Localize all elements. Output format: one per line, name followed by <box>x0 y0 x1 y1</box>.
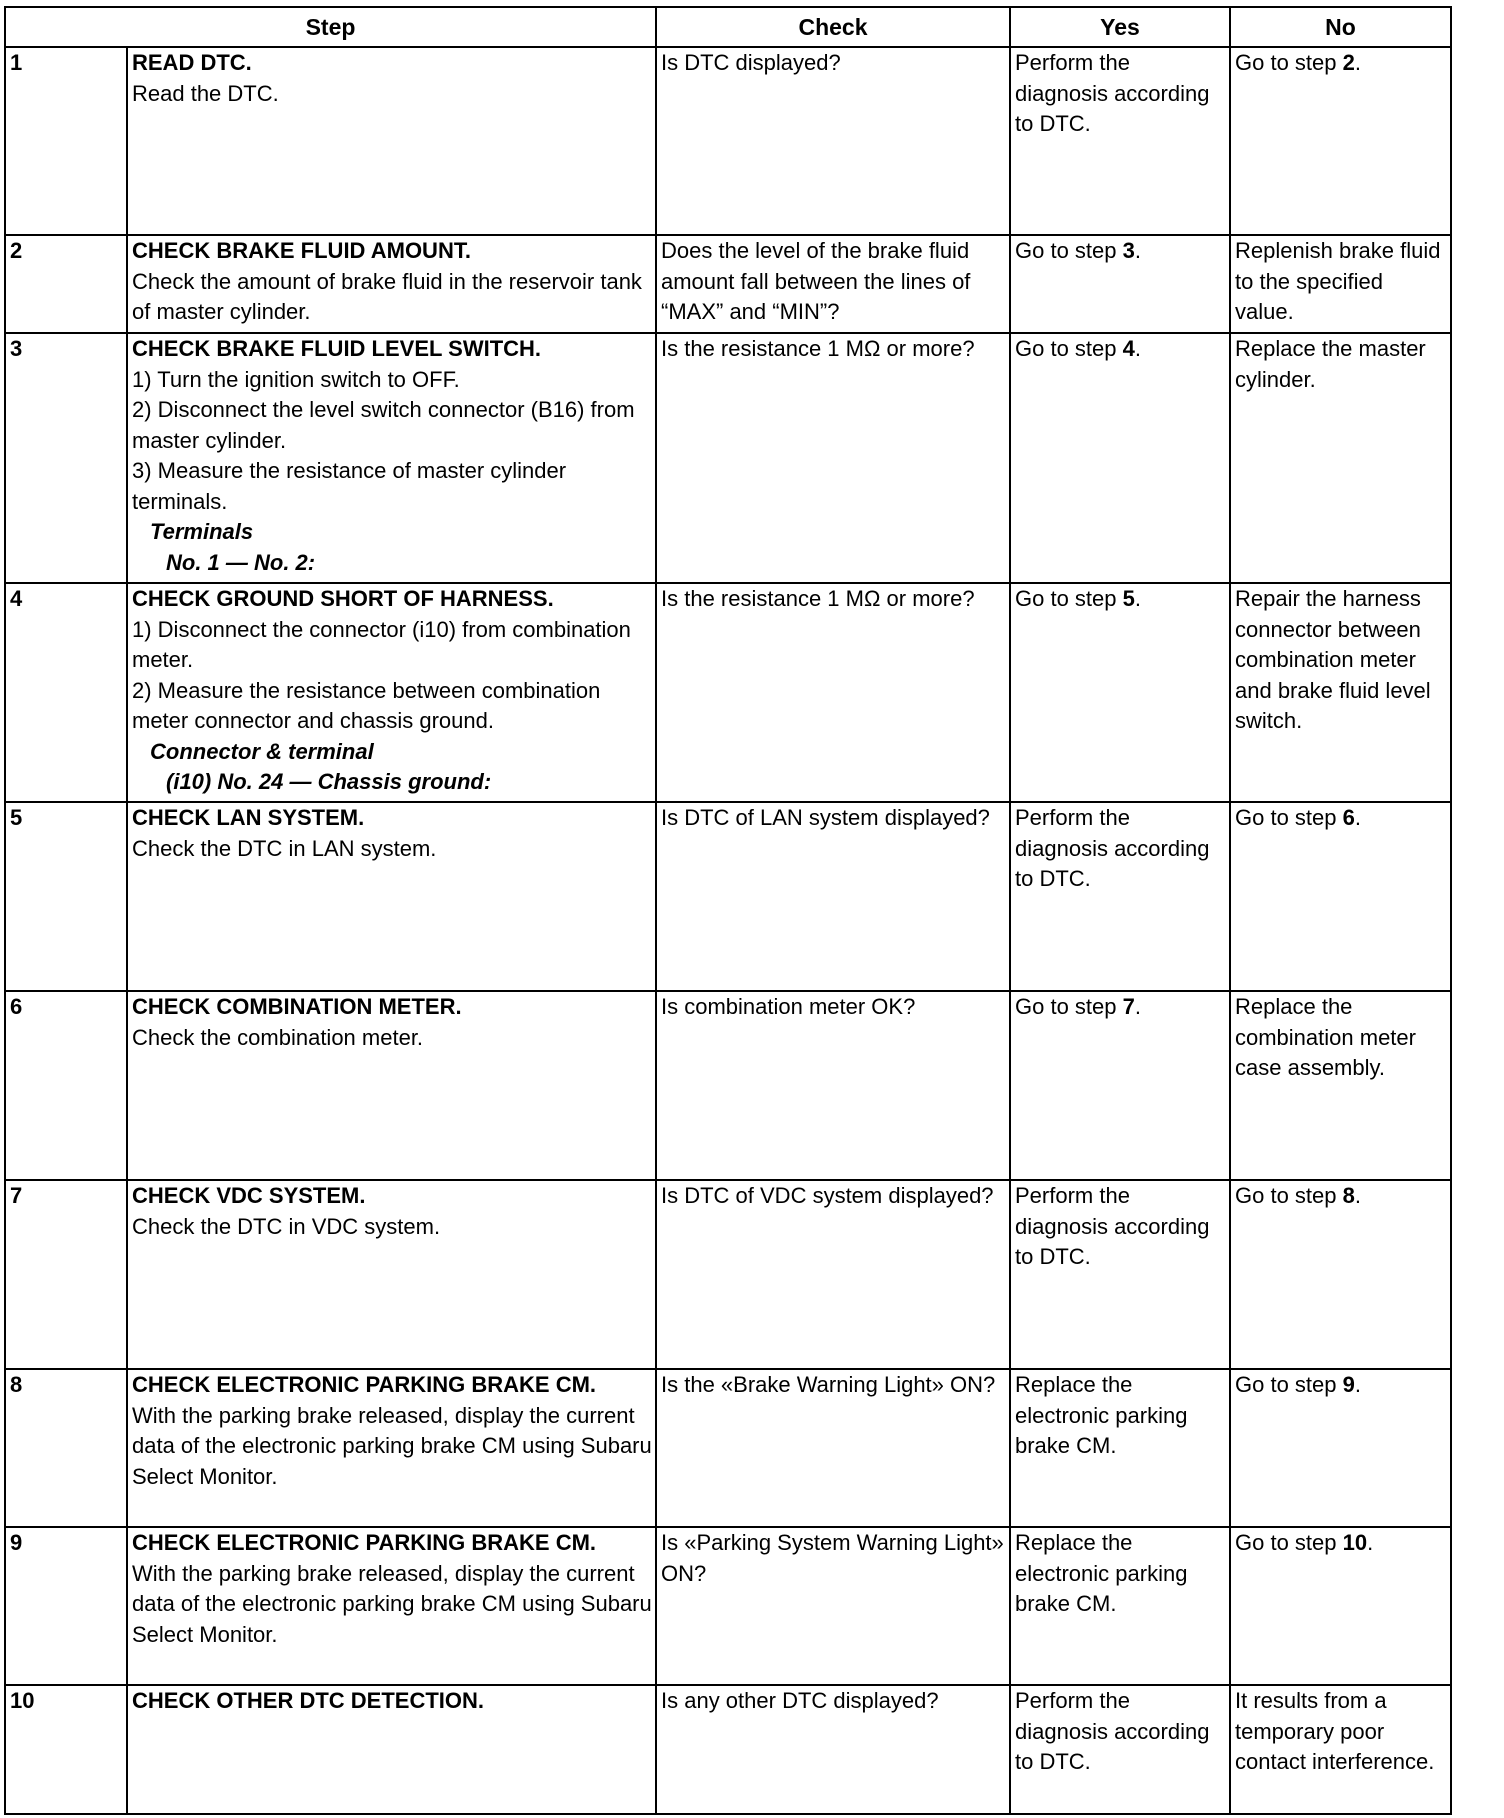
no-cell: Replenish brake fluid to the specified value. <box>1230 235 1451 333</box>
yes-cell <box>1010 583 1230 802</box>
step-number: 1 <box>5 47 127 235</box>
step-description <box>127 333 656 583</box>
table-row <box>5 1527 1451 1685</box>
no-cell <box>1230 802 1451 991</box>
no-text: Go to step <box>1235 1183 1343 1208</box>
header-check: Check <box>656 7 1010 47</box>
table-row <box>5 1180 1451 1369</box>
step-title: CHECK COMBINATION METER. <box>132 994 462 1019</box>
yes-cell: Replace the electronic parking brake CM. <box>1010 1369 1230 1527</box>
yes-suffix: . <box>1134 238 1141 263</box>
step-description <box>127 1527 656 1685</box>
step-description <box>127 583 656 802</box>
step-number: 8 <box>5 1369 127 1527</box>
check-cell: Is DTC of LAN system displayed? <box>656 802 1010 991</box>
step-instruction: With the parking brake released, display the current data of the electronic parking brake CM using Subaru Select Monitor. <box>132 1560 652 1647</box>
yes-suffix: . <box>1134 994 1141 1019</box>
no-cell <box>1230 47 1451 235</box>
check-cell: Is DTC displayed? <box>656 47 1010 235</box>
no-text: Go to step <box>1235 1372 1343 1397</box>
step-instruction: Check the DTC in VDC system. <box>132 1213 441 1239</box>
check-cell: Is the resistance 1 MΩ or more? <box>656 333 1010 583</box>
no-cell: Replace the combination meter case assembly. <box>1230 991 1451 1180</box>
step-description <box>127 47 656 235</box>
check-cell: Does the level of the brake fluid amount fall between the lines of “MAX” and “MIN”? <box>656 235 1010 333</box>
yes-text: Go to step <box>1015 238 1123 263</box>
check-cell: Is combination meter OK? <box>656 991 1010 1180</box>
yes-cell <box>1010 333 1230 583</box>
check-cell: Is the «Brake Warning Light» ON? <box>656 1369 1010 1527</box>
diagnostic-table <box>4 6 1452 1815</box>
spec-label: Connector & terminal <box>150 738 374 764</box>
no-step-ref: 6 <box>1342 805 1355 830</box>
yes-suffix: . <box>1134 336 1141 361</box>
table-row <box>5 583 1451 802</box>
step-number: 10 <box>5 1685 127 1814</box>
step-instruction: 2) Disconnect the level switch connector (B16) from master cylinder. <box>132 397 635 453</box>
spec-label: Terminals <box>150 519 254 544</box>
step-instruction: With the parking brake released, display the current data of the electronic parking brake CM using Subaru Select Monitor. <box>132 1402 652 1489</box>
no-step-ref: 9 <box>1342 1372 1355 1397</box>
step-description <box>127 235 656 333</box>
step-title: CHECK VDC SYSTEM. <box>132 1183 366 1208</box>
no-cell: Replace the master cylinder. <box>1230 333 1451 583</box>
step-title: CHECK ELECTRONIC PARKING BRAKE CM. <box>132 1372 597 1397</box>
spec-value: No. 1 — No. 2: <box>166 549 316 575</box>
no-cell: It results from a temporary poor contact interference. <box>1230 1685 1451 1814</box>
header-no: No <box>1230 7 1451 47</box>
no-suffix: . <box>1354 1183 1361 1208</box>
table-row <box>5 1369 1451 1527</box>
yes-cell <box>1010 235 1230 333</box>
header-yes: Yes <box>1010 7 1230 47</box>
table-header-row <box>5 7 1451 47</box>
no-suffix: . <box>1354 1372 1361 1397</box>
step-instruction: Check the amount of brake fluid in the reservoir tank of master cylinder. <box>132 268 642 324</box>
no-cell <box>1230 1180 1451 1369</box>
step-number: 3 <box>5 333 127 583</box>
yes-cell: Perform the diagnosis according to DTC. <box>1010 47 1230 235</box>
no-step-ref: 8 <box>1342 1183 1355 1208</box>
table-row <box>5 802 1451 991</box>
no-suffix: . <box>1354 805 1361 830</box>
check-cell: Is «Parking System Warning Light» ON? <box>656 1527 1010 1685</box>
step-number: 7 <box>5 1180 127 1369</box>
step-description <box>127 1369 656 1527</box>
yes-text: Go to step <box>1015 336 1123 361</box>
no-cell <box>1230 1369 1451 1527</box>
no-suffix: . <box>1367 1530 1374 1555</box>
yes-step-ref: 5 <box>1122 586 1135 611</box>
step-title: CHECK ELECTRONIC PARKING BRAKE CM. <box>132 1530 597 1555</box>
step-title: CHECK GROUND SHORT OF HARNESS. <box>132 586 554 611</box>
check-cell: Is any other DTC displayed? <box>656 1685 1010 1814</box>
no-text: Go to step <box>1235 805 1343 830</box>
step-description <box>127 1685 656 1814</box>
step-instruction: Check the combination meter. <box>132 1024 424 1050</box>
yes-text: Go to step <box>1015 994 1123 1019</box>
step-description <box>127 1180 656 1369</box>
table-row <box>5 333 1451 583</box>
yes-cell: Replace the electronic parking brake CM. <box>1010 1527 1230 1685</box>
table-row <box>5 991 1451 1180</box>
no-step-ref: 10 <box>1342 1530 1368 1555</box>
step-number: 2 <box>5 235 127 333</box>
step-number: 6 <box>5 991 127 1180</box>
step-instruction: 2) Measure the resistance between combination meter connector and chassis ground. <box>132 677 601 733</box>
step-instruction: 1) Disconnect the connector (i10) from combination meter. <box>132 616 631 672</box>
step-instruction: 1) Turn the ignition switch to OFF. <box>132 366 460 392</box>
no-step-ref: 2 <box>1342 50 1355 75</box>
step-number: 5 <box>5 802 127 991</box>
step-instruction: Read the DTC. <box>132 80 279 106</box>
step-number: 9 <box>5 1527 127 1685</box>
step-title: CHECK BRAKE FLUID AMOUNT. <box>132 238 471 263</box>
table-row <box>5 47 1451 235</box>
yes-cell: Perform the diagnosis according to DTC. <box>1010 802 1230 991</box>
yes-cell: Perform the diagnosis according to DTC. <box>1010 1180 1230 1369</box>
step-instruction: 3) Measure the resistance of master cylinder terminals. <box>132 458 567 514</box>
yes-step-ref: 4 <box>1122 336 1135 361</box>
yes-suffix: . <box>1134 586 1141 611</box>
step-instruction: Check the DTC in LAN system. <box>132 835 437 861</box>
step-description <box>127 991 656 1180</box>
step-title: READ DTC. <box>132 50 252 75</box>
no-cell <box>1230 1527 1451 1685</box>
yes-step-ref: 3 <box>1122 238 1135 263</box>
step-title: CHECK BRAKE FLUID LEVEL SWITCH. <box>132 336 542 361</box>
step-number: 4 <box>5 583 127 802</box>
spec-value: (i10) No. 24 — Chassis ground: <box>166 769 492 794</box>
no-suffix: . <box>1354 50 1361 75</box>
step-title: CHECK LAN SYSTEM. <box>132 805 365 830</box>
table-row <box>5 1685 1451 1814</box>
yes-cell: Perform the diagnosis according to DTC. <box>1010 1685 1230 1814</box>
no-text: Go to step <box>1235 1530 1343 1555</box>
no-cell: Repair the harness connector between combination meter and brake fluid level switch. <box>1230 583 1451 802</box>
header-step: Step <box>5 7 656 47</box>
no-text: Go to step <box>1235 50 1343 75</box>
yes-cell <box>1010 991 1230 1180</box>
table-row <box>5 235 1451 333</box>
step-title: CHECK OTHER DTC DETECTION. <box>132 1688 484 1713</box>
step-description <box>127 802 656 991</box>
check-cell: Is DTC of VDC system displayed? <box>656 1180 1010 1369</box>
check-cell: Is the resistance 1 MΩ or more? <box>656 583 1010 802</box>
yes-step-ref: 7 <box>1122 994 1135 1019</box>
yes-text: Go to step <box>1015 586 1123 611</box>
